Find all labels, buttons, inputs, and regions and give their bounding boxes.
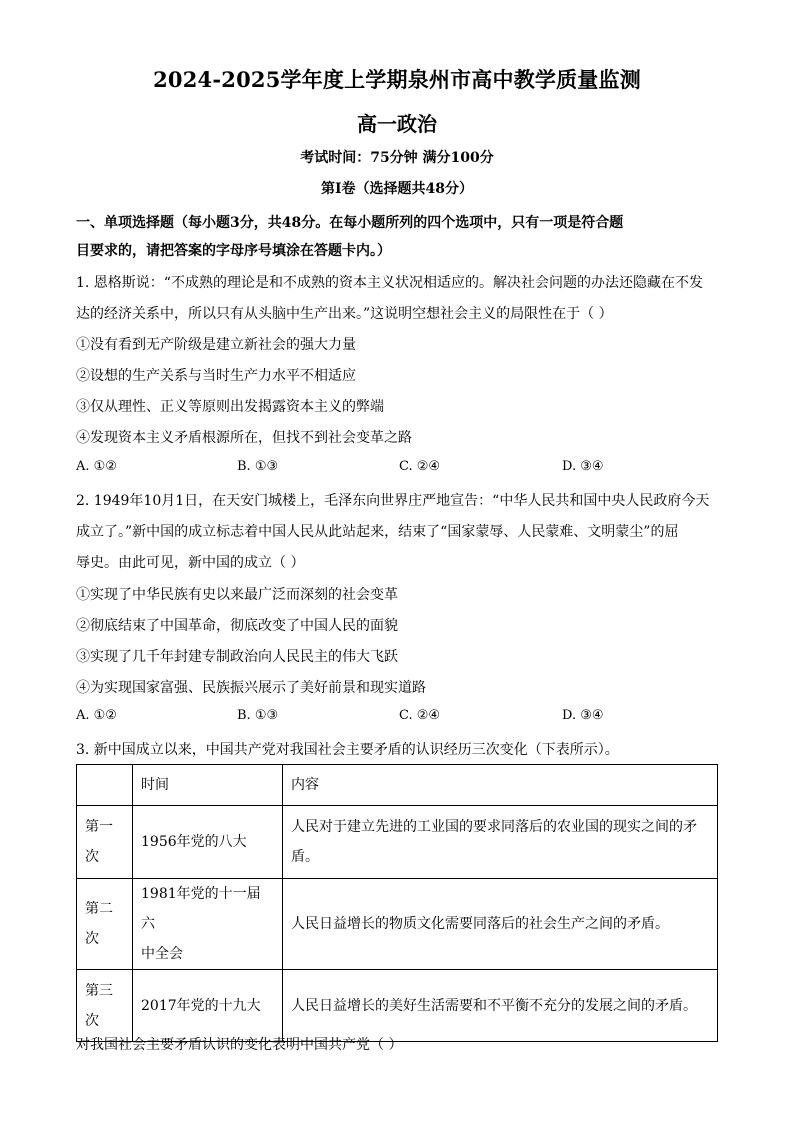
- row-content-line2: 盾。: [291, 849, 319, 865]
- q2-statement-4: ④为实现国家富强、民族振兴展示了美好前景和现实道路: [76, 680, 426, 696]
- table-cell-label: [77, 806, 133, 879]
- row-time-line1: 1981年党的十一届六: [141, 886, 261, 932]
- table-header-cell: 内容: [283, 765, 718, 806]
- q1-statement-1: ①没有看到无产阶级是建立新社会的强大力量: [76, 337, 356, 353]
- row-label-line2: 次: [85, 931, 99, 947]
- row-label-line1: 第一: [85, 819, 113, 835]
- table-header-row: [77, 765, 718, 806]
- table-row: [77, 806, 718, 879]
- q2-stem-line2: 成立了。”新中国的成立标志着中国人民从此站起来，结束了“国家蒙辱、人民蒙难、文明蒙尘”的屈: [76, 524, 679, 540]
- table-cell-content: [283, 879, 718, 970]
- row-content-line1: 人民日益增长的美好生活需要和不平衡不充分的发展之间的矛盾。: [291, 997, 697, 1014]
- row-time-line1: 2017年党的十九大: [141, 997, 261, 1014]
- q1-stem-line2: 达的经济关系中，所以只有从头脑中生产出来。”这说明空想社会主义的局限性在于（ ）: [76, 306, 613, 322]
- row-content-line1: 人民日益增长的物质文化需要同落后的社会生产之间的矛盾。: [291, 916, 669, 932]
- q1-statement-4: ④发现资本主义矛盾根源所在，但找不到社会变革之路: [76, 430, 412, 446]
- table-cell-content: [283, 806, 718, 879]
- table-cell-label: [77, 879, 133, 970]
- q3-followup: 对我国社会主要矛盾认识的变化表明中国共产党（ ）: [76, 1037, 403, 1053]
- q1-option-a: A. ①②: [76, 459, 117, 474]
- row-label-line2: 次: [85, 1012, 99, 1029]
- q1-statement-2: ②设想的生产关系与当时生产力水平不相适应: [76, 368, 356, 384]
- q1-statement-3: ③仅从理性、正义等原则出发揭露资本主义的弊端: [76, 399, 384, 415]
- q3-stem: 3. 新中国成立以来，中国共产党对我国社会主要矛盾的认识经历三次变化（下表所示）。: [76, 742, 619, 758]
- table-cell-content: [283, 970, 718, 1042]
- q2-option-b: B. ①③: [237, 708, 279, 723]
- table-row: [77, 879, 718, 970]
- part-title: 第Ⅰ卷（选择题共48分）: [320, 181, 474, 197]
- q2-statement-2: ②彻底结束了中国革命，彻底改变了中国人民的面貌: [76, 618, 398, 634]
- table-row: [77, 970, 718, 1042]
- table-cell-label: [77, 970, 133, 1042]
- table-cell-time: [133, 970, 283, 1042]
- table-header-cell: 时间: [133, 765, 283, 806]
- q1-option-c: C. ②④: [399, 459, 441, 474]
- row-content-line1: 人民对于建立先进的工业国的要求同落后的农业国的现实之间的矛: [291, 819, 697, 835]
- contradiction-table: [76, 764, 718, 1042]
- subject-title: 高一政治: [357, 112, 437, 136]
- row-label-line1: 第二: [85, 901, 113, 917]
- section-instruction-line1: 一、单项选择题（每小题3分，共48分。在每小题所列的四个选项中，只有一项是符合题: [76, 215, 624, 231]
- q2-option-c: C. ②④: [399, 708, 441, 723]
- q1-option-d: D. ③④: [562, 459, 604, 474]
- q1-option-b: B. ①③: [237, 459, 279, 474]
- row-time-line1: 1956年党的八大: [141, 834, 247, 850]
- row-time-line2: 中全会: [141, 946, 183, 962]
- table-header-cell: [77, 765, 133, 806]
- table-cell-time: [133, 879, 283, 970]
- q2-stem-line3: 辱史。由此可见，新中国的成立（ ）: [76, 555, 305, 571]
- q2-option-a: A. ①②: [76, 708, 117, 723]
- row-label-line2: 次: [85, 849, 99, 865]
- q2-statement-1: ①实现了中华民族有史以来最广泛而深刻的社会变革: [76, 587, 398, 603]
- q2-statement-3: ③实现了几千年封建专制政治向人民民主的伟大飞跃: [76, 649, 398, 665]
- table-cell-time: [133, 806, 283, 879]
- section-instruction-line2: 目要求的，请把答案的字母序号填涂在答题卡内。）: [76, 243, 391, 259]
- row-label-line1: 第三: [85, 982, 113, 999]
- q2-stem-line1: 2. 1949年10月1日，在天安门城楼上，毛泽东向世界庄严地宣告：“中华人民共和国中央人民政府今天: [76, 493, 710, 509]
- exam-title: 2024-2025学年度上学期泉州市高中教学质量监测: [153, 67, 641, 92]
- exam-meta: 考试时间：75分钟 满分100分: [300, 150, 494, 166]
- q2-option-d: D. ③④: [562, 708, 604, 723]
- q1-stem-line1: 1. 恩格斯说：“不成熟的理论是和不成熟的资本主义状况相适应的。解决社会问题的办法还隐藏在不发: [76, 275, 703, 291]
